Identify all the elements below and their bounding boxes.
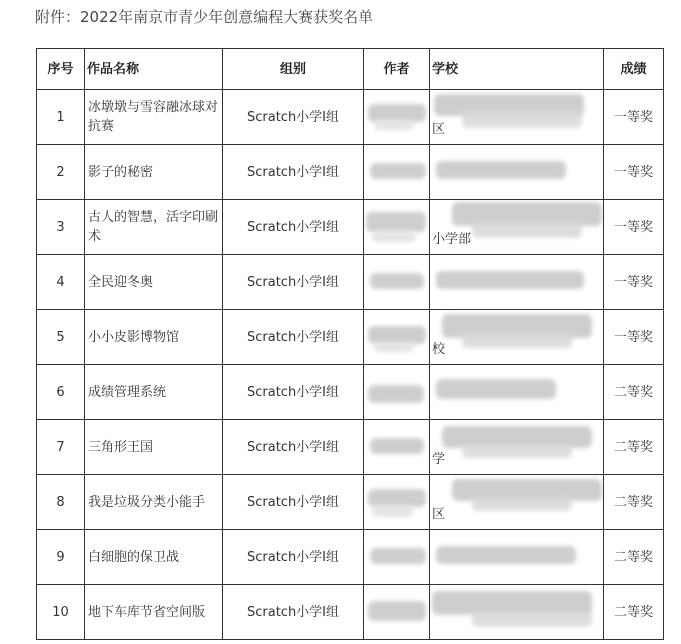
row-school-redacted [430,585,604,640]
row-result: 二等奖 [604,420,664,475]
redaction-blur [374,120,414,130]
table-row [37,585,664,640]
row-author-redacted [364,365,430,420]
row-index: 7 [37,420,85,475]
row-index: 6 [37,365,85,420]
redaction-blur [372,232,416,242]
redaction-blur [368,601,426,621]
row-work-name: 地下车库节省空间版 [85,585,223,640]
row-index: 8 [37,475,85,530]
row-group: Scratch小学I组 [223,530,364,585]
row-author-redacted [364,145,430,200]
row-author-redacted [364,475,430,530]
school-visible-fragment: 区 [432,507,446,522]
school-visible-fragment: 区 [432,122,446,137]
redaction-blur [370,163,426,179]
awards-table [36,48,664,640]
row-author-redacted [364,90,430,145]
row-result: 一等奖 [604,200,664,255]
row-result: 一等奖 [604,255,664,310]
row-work-name: 我是垃圾分类小能手 [85,475,223,530]
row-index: 10 [37,585,85,640]
row-work-name: 成绩管理系统 [85,365,223,420]
redaction-blur [462,332,572,348]
row-school-redacted [430,310,604,365]
redaction-blur [462,110,582,128]
table-header-row [37,49,664,90]
redaction-blur [374,342,414,352]
header-group: 组别 [223,49,364,90]
row-result: 二等奖 [604,530,664,585]
row-author-redacted [364,420,430,475]
row-author-redacted [364,200,430,255]
header-author: 作者 [364,49,430,90]
header-result: 成绩 [604,49,664,90]
row-author-redacted [364,530,430,585]
row-author-redacted [364,255,430,310]
row-school-redacted [430,255,604,310]
row-school-redacted [430,365,604,420]
table-row [37,90,664,145]
row-group: Scratch小学I组 [223,145,364,200]
row-index: 1 [37,90,85,145]
row-school-redacted [430,90,604,145]
redaction-blur [436,161,566,179]
row-group: Scratch小学I组 [223,90,364,145]
redaction-blur [462,444,572,458]
redaction-blur [472,222,582,238]
header-work-name: 作品名称 [85,49,223,90]
redaction-blur [372,505,414,517]
redaction-blur [472,497,572,511]
row-author-redacted [364,585,430,640]
row-group: Scratch小学I组 [223,200,364,255]
row-group: Scratch小学I组 [223,365,364,420]
redaction-blur [366,212,426,232]
row-result: 二等奖 [604,365,664,420]
row-work-name: 小小皮影博物馆 [85,310,223,365]
row-work-name: 古人的智慧，活字印刷术 [85,200,223,255]
row-school-redacted [430,145,604,200]
row-group: Scratch小学I组 [223,255,364,310]
table-row [37,420,664,475]
redaction-blur [368,385,424,403]
row-author-redacted [364,310,430,365]
row-work-name: 影子的秘密 [85,145,223,200]
redaction-blur [370,273,424,289]
row-index: 2 [37,145,85,200]
row-group: Scratch小学I组 [223,420,364,475]
row-result: 一等奖 [604,310,664,365]
row-group: Scratch小学I组 [223,475,364,530]
redaction-blur [436,271,584,289]
table-row [37,255,664,310]
table-row [37,200,664,255]
table-row [37,365,664,420]
row-result: 一等奖 [604,90,664,145]
table-row [37,530,664,585]
row-result: 二等奖 [604,475,664,530]
table-row [37,475,664,530]
row-work-name: 白细胞的保卫战 [85,530,223,585]
row-work-name: 冰墩墩与雪容融冰球对抗赛 [85,90,223,145]
header-school: 学校 [430,49,604,90]
row-school-redacted [430,475,604,530]
row-index: 5 [37,310,85,365]
row-work-name: 全民迎冬奥 [85,255,223,310]
row-index: 9 [37,530,85,585]
row-school-redacted [430,200,604,255]
row-work-name: 三角形王国 [85,420,223,475]
row-index: 4 [37,255,85,310]
row-group: Scratch小学I组 [223,585,364,640]
document-caption: 附件：2022年南京市青少年创意编程大赛获奖名单 [35,8,374,26]
row-school-redacted [430,530,604,585]
redaction-blur [370,548,426,564]
row-result: 二等奖 [604,585,664,640]
redaction-blur [370,438,424,454]
redaction-blur [436,546,576,564]
row-result: 一等奖 [604,145,664,200]
table-row [37,310,664,365]
row-group: Scratch小学I组 [223,310,364,365]
redaction-blur [472,611,592,627]
header-index: 序号 [37,49,85,90]
school-visible-fragment: 学 [432,452,446,467]
redaction-blur [436,379,556,399]
school-visible-fragment: 小学部 [432,232,472,247]
table-row [37,145,664,200]
school-visible-fragment: 校 [432,342,446,357]
row-school-redacted [430,420,604,475]
row-index: 3 [37,200,85,255]
